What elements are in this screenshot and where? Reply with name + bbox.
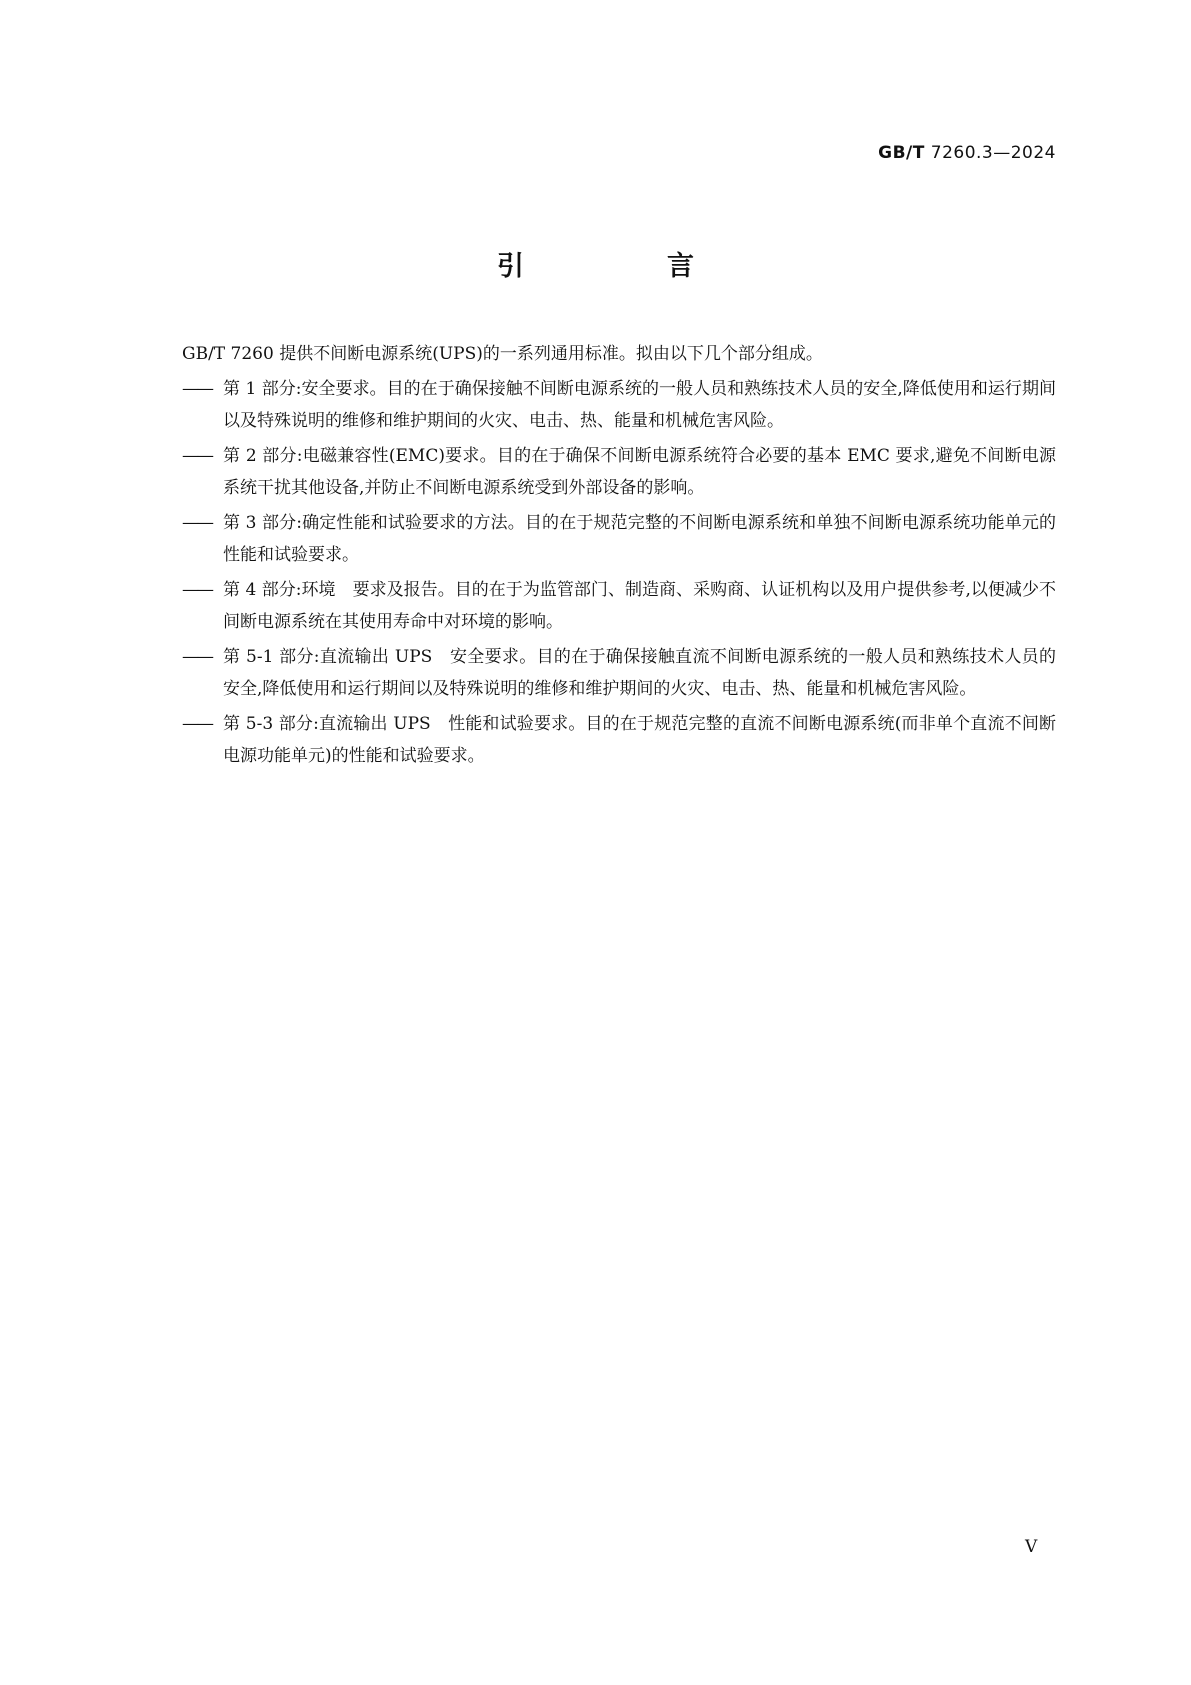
- document-code-number: 7260.3—2024: [930, 143, 1056, 163]
- list-item-text: 第 5-3 部分:直流输出 UPS 性能和试验要求。目的在于规范完整的直流不间断电源系统(而非单个直流不间断电源功能单元)的性能和试验要求。: [223, 714, 1056, 766]
- document-code-prefix: GB/T: [878, 143, 925, 163]
- page-number: V: [1025, 1537, 1038, 1557]
- list-item: [182, 440, 1056, 504]
- list-dash: ——: [182, 513, 212, 533]
- list-dash: ——: [182, 580, 212, 600]
- list-dash: ——: [182, 379, 212, 399]
- list-dash: ——: [182, 714, 212, 734]
- list-item: [182, 708, 1056, 772]
- list-item: [182, 373, 1056, 437]
- intro-paragraph: GB/T 7260 提供不间断电源系统(UPS)的一系列通用标准。拟由以下几个部分组成。: [182, 344, 823, 364]
- list-dash: ——: [182, 446, 212, 466]
- list-item: [182, 507, 1056, 571]
- list-item-text: 第 4 部分:环境 要求及报告。目的在于为监管部门、制造商、采购商、认证机构以及用户提供参考,以便减少不间断电源系统在其使用寿命中对环境的影响。: [223, 580, 1056, 632]
- section-title: 引 言: [497, 251, 752, 282]
- list-item-text: 第 5-1 部分:直流输出 UPS 安全要求。目的在于确保接触直流不间断电源系统的一般人员和熟练技术人员的安全,降低使用和运行期间以及特殊说明的维修和维护期间的火灾、电击、热、能量和机械危害风险。: [223, 647, 1056, 699]
- list-item: [182, 641, 1056, 705]
- list-item: [182, 574, 1056, 638]
- document-code: [878, 143, 1056, 163]
- list-item-text: 第 1 部分:安全要求。目的在于确保接触不间断电源系统的一般人员和熟练技术人员的安全,降低使用和运行期间以及特殊说明的维修和维护期间的火灾、电击、热、能量和机械危害风险。: [223, 379, 1056, 431]
- list-dash: ——: [182, 647, 212, 667]
- list-item-text: 第 3 部分:确定性能和试验要求的方法。目的在于规范完整的不间断电源系统和单独不间断电源系统功能单元的性能和试验要求。: [223, 513, 1056, 565]
- list-item-text: 第 2 部分:电磁兼容性(EMC)要求。目的在于确保不间断电源系统符合必要的基本 EMC 要求,避免不间断电源系统干扰其他设备,并防止不间断电源系统受到外部设备的影响。: [223, 446, 1056, 498]
- introduction-body: [182, 338, 1056, 775]
- parts-list: [182, 373, 1056, 772]
